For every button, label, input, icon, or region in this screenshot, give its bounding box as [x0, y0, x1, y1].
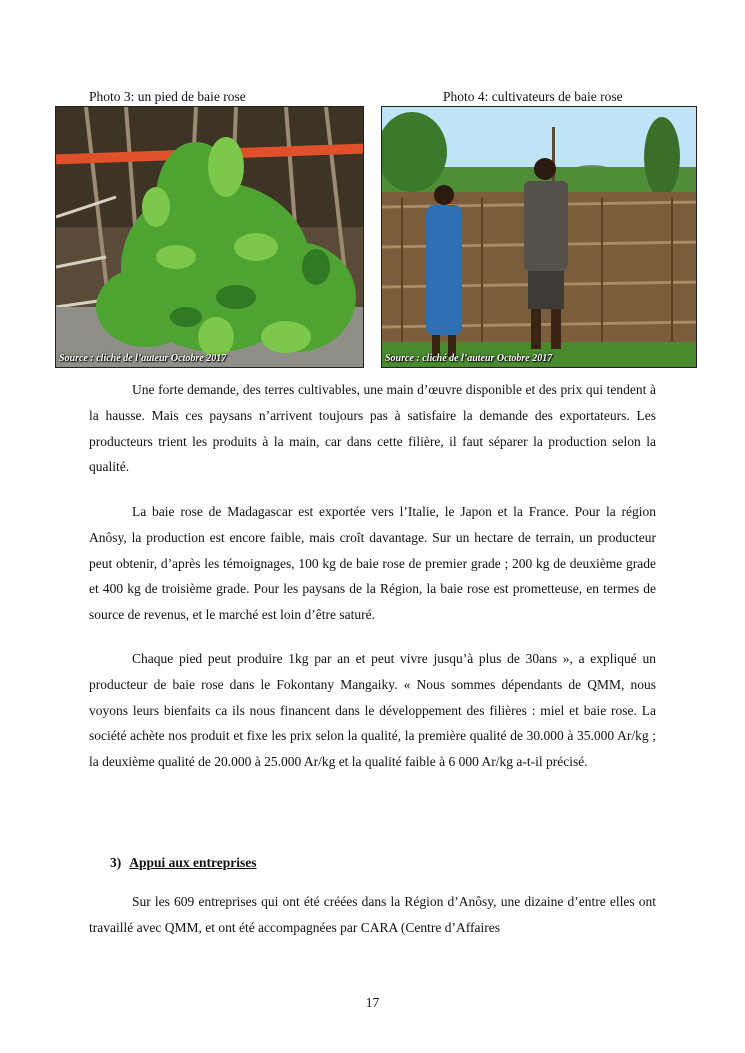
farmer-man [524, 181, 568, 271]
section-number: 3) [110, 855, 122, 870]
photo-4-farmers [381, 106, 697, 368]
plant-illustration [56, 107, 364, 368]
photo-3-pink-pepper-plant [55, 106, 364, 368]
photo-3-caption: Photo 3: un pied de baie rose [89, 89, 246, 104]
photo-3-credit: Source : cliché de l’auteur Octobre 2017 [59, 353, 227, 364]
photo-4-credit: Source : cliché de l’auteur Octobre 2017 [385, 353, 553, 364]
photo-4-caption: Photo 4: cultivateurs de baie rose [443, 89, 623, 104]
paragraph-enterprises: Sur les 609 entreprises qui ont été créées dans la Région d’Anôsy, une dizaine d’entre elles ont travaillé avec QMM, et ont été accompagnées par CARA (Centre d’Affaires [89, 894, 656, 935]
paragraph-production-quote: Chaque pied peut produire 1kg par an et peut vivre jusqu’à plus de 30ans », a expliqué un producteur de baie rose dans le Fokontany Mangaiky. « Nous sommes dépendants de QMM, nous voyons leurs bienfaits ca ils nous financent dans le développement des filières : miel et baie rose. La société achète nos produit et fixe les prix selon la qualité, la première qualité de 30.000 à 35.000 Ar/kg ; la deuxième qualité de 20.000 à 25.000 Ar/kg et la qualité faible à 6 000 Ar/kg a-t-il précisé. [89, 651, 656, 770]
paragraph-demand: Une forte demande, des terres cultivables, une main d’œuvre disponible et des prix qui tendent à la hausse. Mais ces paysans n’arrivent toujours pas à satisfaire la demande des exportateurs. Les producteurs trient les produits à la main, car dans cette filière, il faut séparer la production selon la qualité. [89, 382, 656, 475]
page-number: 17 [365, 995, 380, 1010]
section-title: Appui aux entreprises [129, 855, 257, 870]
paragraph-export: La baie rose de Madagascar est exportée vers l’Italie, le Japon et la France. Pour la région Anôsy, la production est encore faible, mais croît davantage. Sur un hectare de terrain, un producteur peut obtenir, d’après les témoignages, 100 kg de baie rose de premier grade ; 200 kg de deuxième grade et 400 kg de troisième grade. Pour les paysans de la Région, la baie rose est prometteuse, en termes de source de revenus, et le marché est loin d’être saturé. [89, 504, 656, 623]
farmers-illustration [382, 107, 697, 368]
section-heading [110, 855, 257, 871]
farmer-woman [426, 205, 462, 335]
